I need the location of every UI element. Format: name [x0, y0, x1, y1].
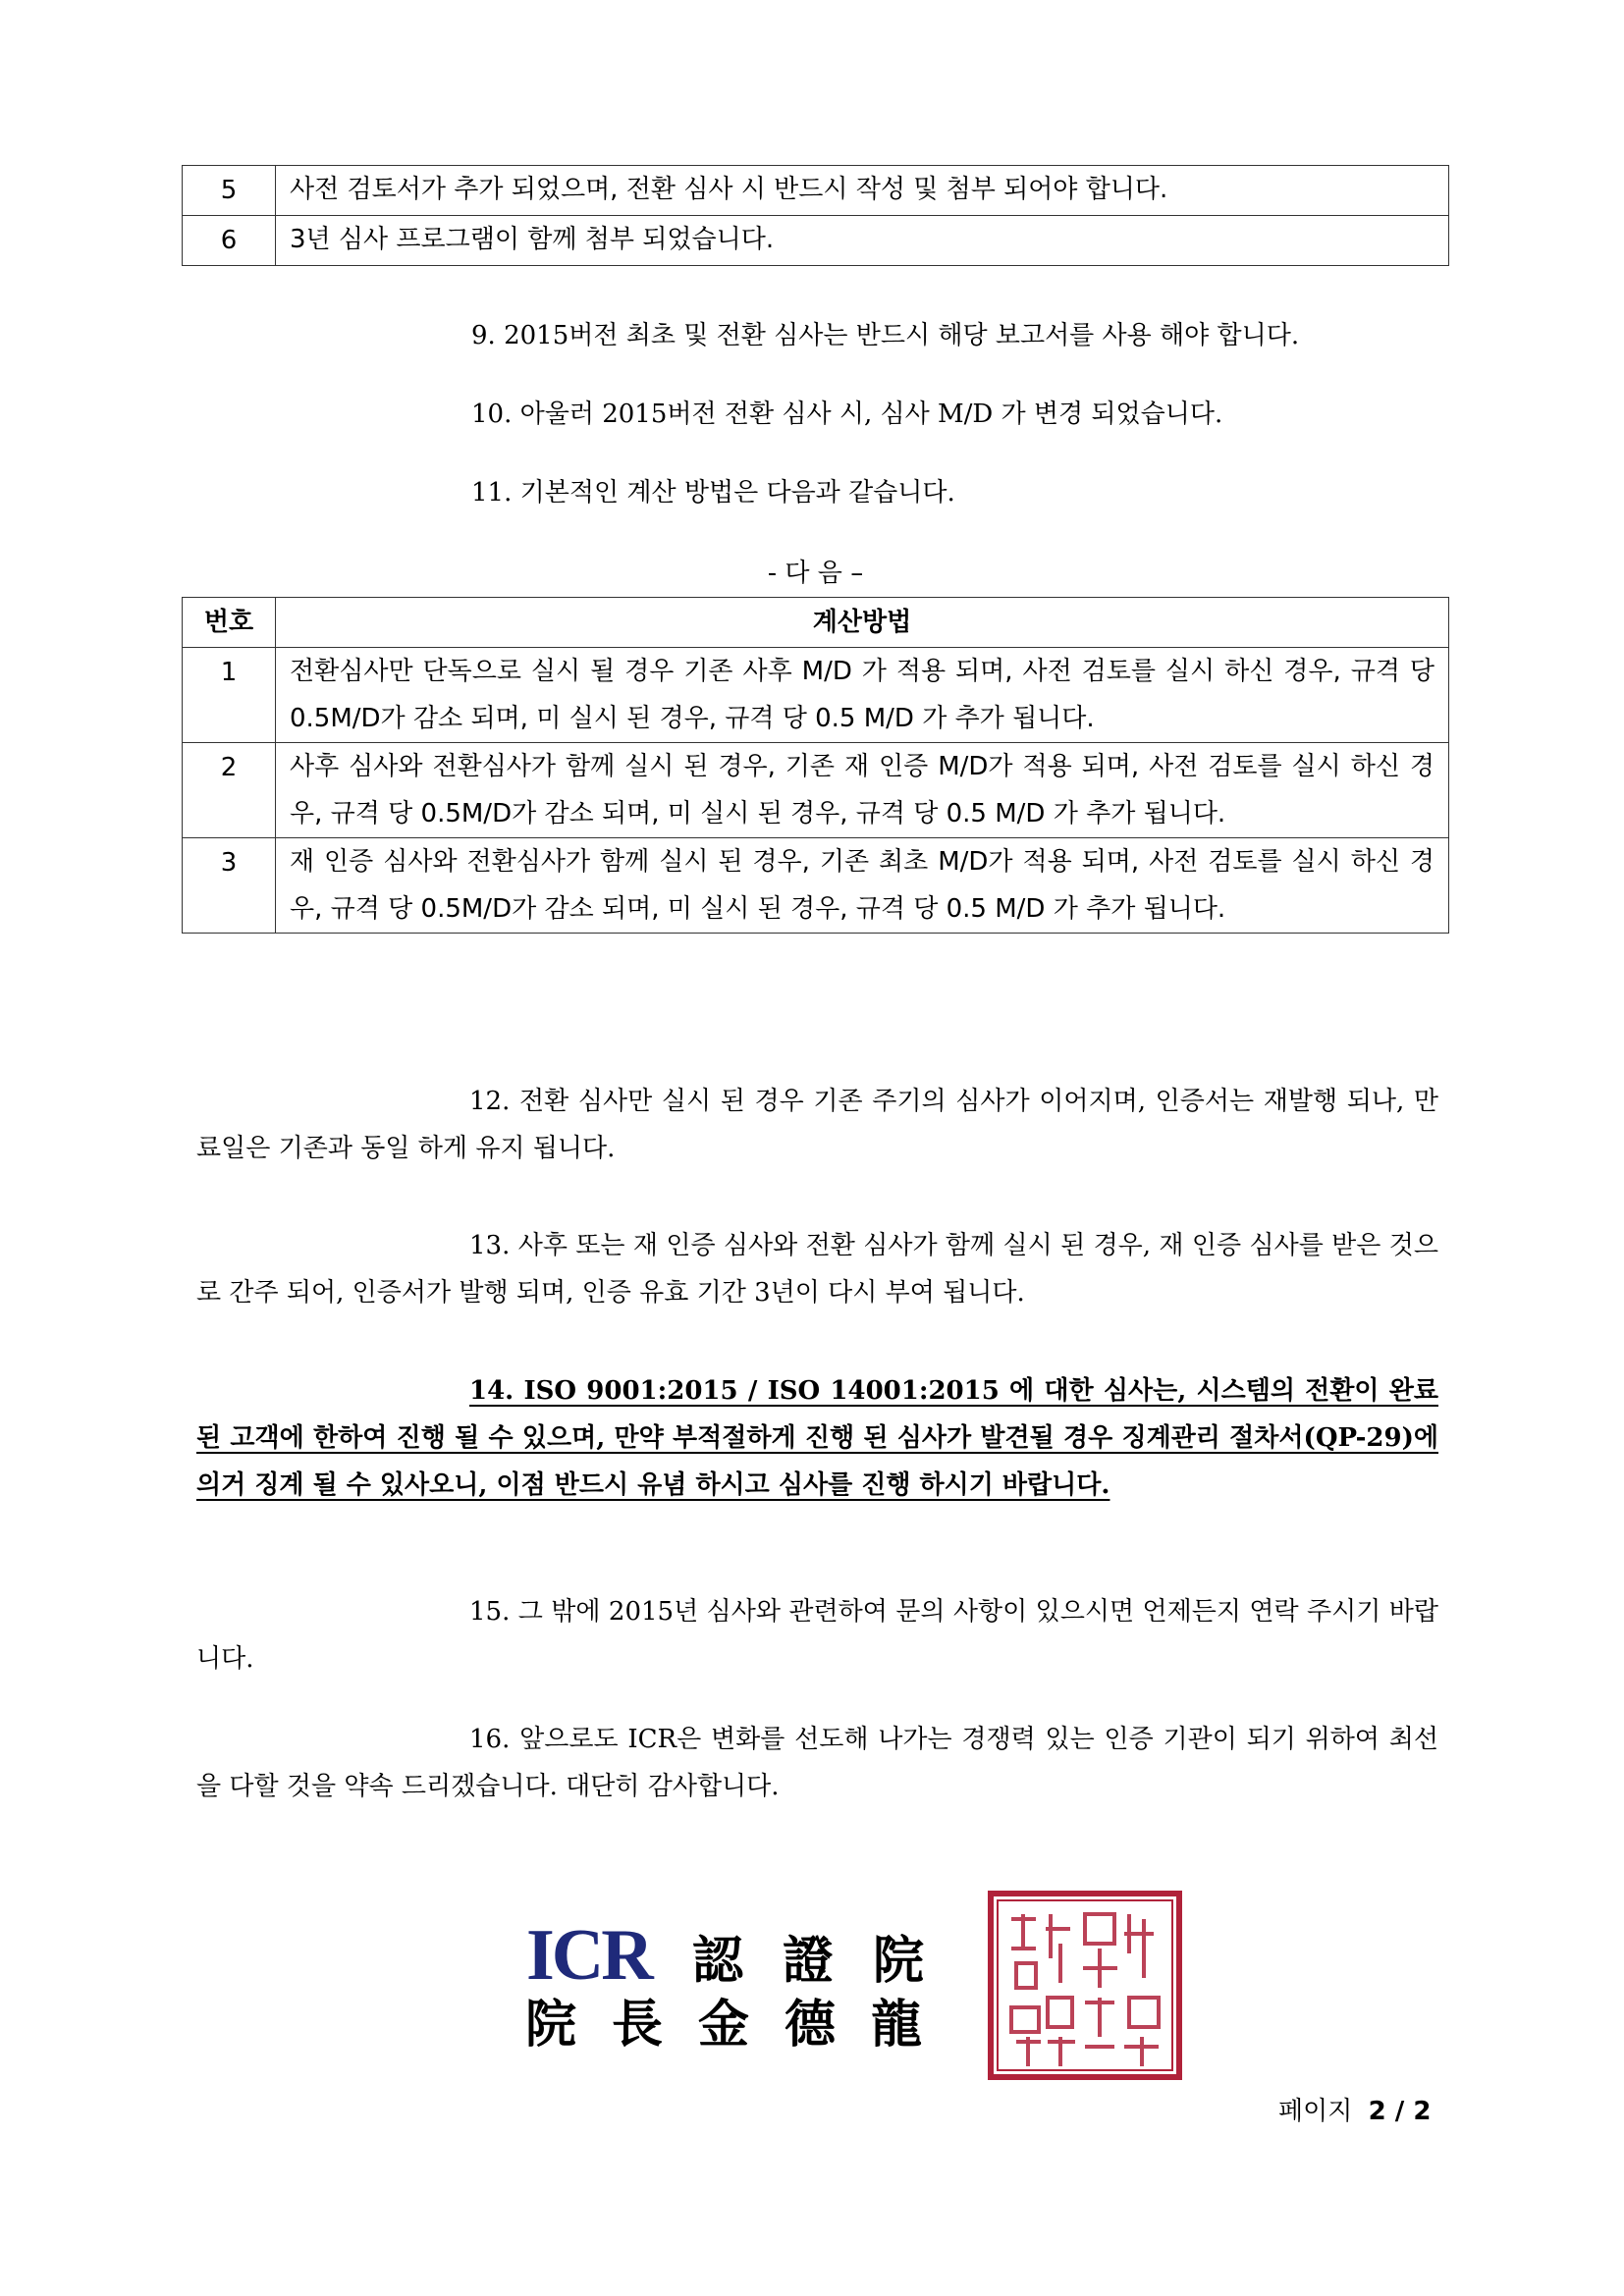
paragraph-12: 12. 전환 심사만 실시 된 경우 기존 주기의 심사가 이어지며, 인증서는 재발행 되나, 만료일은 기존과 동일 하게 유지 됩니다. [196, 1087, 1438, 1163]
row-text: 3년 심사 프로그램이 함께 첨부 되었습니다. [276, 216, 1449, 266]
president-name: 院長金德龍 [525, 1995, 958, 2055]
calculation-table [182, 597, 1449, 934]
table-row [183, 166, 1449, 216]
criteria-table-top [182, 165, 1449, 266]
row-number: 3 [183, 838, 276, 934]
table-row [183, 838, 1449, 934]
table-row [183, 216, 1449, 266]
item-10: 10. 아울러 2015버전 전환 심사 시, 심사 M/D 가 변경 되었습니다. [471, 400, 1223, 429]
table-row [183, 743, 1449, 838]
page-number [1278, 2091, 1431, 2127]
icr-logo: ICR [526, 1915, 651, 1996]
table-header-row [183, 598, 1449, 648]
row-text: 사후 심사와 전환심사가 함께 실시 된 경우, 기존 재 인증 M/D가 적용 되며, 사전 검토를 실시 하신 경우, 규격 당 0.5M/D가 감소 되며, 미 실시 된 경우, 규격 당 0.5 M/D 가 추가 됩니다. [276, 743, 1449, 838]
paragraph-15: 15. 그 밖에 2015년 심사와 관련하여 문의 사항이 있으시면 언제든지 연락 주시기 바랍니다. [196, 1597, 1438, 1674]
section-heading: - 다 음 – [767, 559, 864, 588]
page-count: 2 / 2 [1368, 2097, 1432, 2126]
page-label: 페이지 [1278, 2097, 1353, 2126]
row-number: 1 [183, 648, 276, 743]
row-text: 사전 검토서가 추가 되었으며, 전환 심사 시 반드시 작성 및 첨부 되어야 합니다. [276, 166, 1449, 216]
row-number: 2 [183, 743, 276, 838]
table-row [183, 648, 1449, 743]
header-number: 번호 [183, 598, 276, 648]
institute-name: 認證院 [692, 1931, 964, 1991]
row-text: 재 인증 심사와 전환심사가 함께 실시 된 경우, 기존 최초 M/D가 적용 되며, 사전 검토를 실시 하신 경우, 규격 당 0.5M/D가 감소 되며, 미 실시 된 경우, 규격 당 0.5 M/D 가 추가 됩니다. [276, 838, 1449, 934]
row-text: 전환심사만 단독으로 실시 될 경우 기존 사후 M/D 가 적용 되며, 사전 검토를 실시 하신 경우, 규격 당 0.5M/D가 감소 되며, 미 실시 된 경우, 규격 당 0.5 M/D 가 추가 됩니다. [276, 648, 1449, 743]
paragraph-16: 16. 앞으로도 ICR은 변화를 선도해 나가는 경쟁력 있는 인증 기관이 되기 위하여 최선을 다할 것을 약속 드리겠습니다. 대단히 감사합니다. [196, 1725, 1438, 1801]
row-number: 5 [183, 166, 276, 216]
item-11: 11. 기본적인 계산 방법은 다음과 같습니다. [471, 478, 955, 507]
row-number: 6 [183, 216, 276, 266]
official-seal-icon [987, 1890, 1183, 2081]
paragraph-14-notice: 14. ISO 9001:2015 / ISO 14001:2015 에 대한 심사는, 시스템의 전환이 완료된 고객에 한하여 진행 될 수 있으며, 만약 부적절하게 진행 된 심사가 발견될 경우 징계관리 절차서(QP-29)에 의거 징계 될 수 있사오니, 이점 반드시 유념 하시고 심사를 진행 하시기 바랍니다. [196, 1376, 1438, 1500]
header-method: 계산방법 [276, 598, 1449, 648]
paragraph-13: 13. 사후 또는 재 인증 심사와 전환 심사가 함께 실시 된 경우, 재 인증 심사를 받은 것으로 간주 되어, 인증서가 발행 되며, 인증 유효 기간 3년이 다시 부여 됩니다. [196, 1231, 1438, 1308]
item-9: 9. 2015버전 최초 및 전환 심사는 반드시 해당 보고서를 사용 해야 합니다. [471, 321, 1300, 350]
